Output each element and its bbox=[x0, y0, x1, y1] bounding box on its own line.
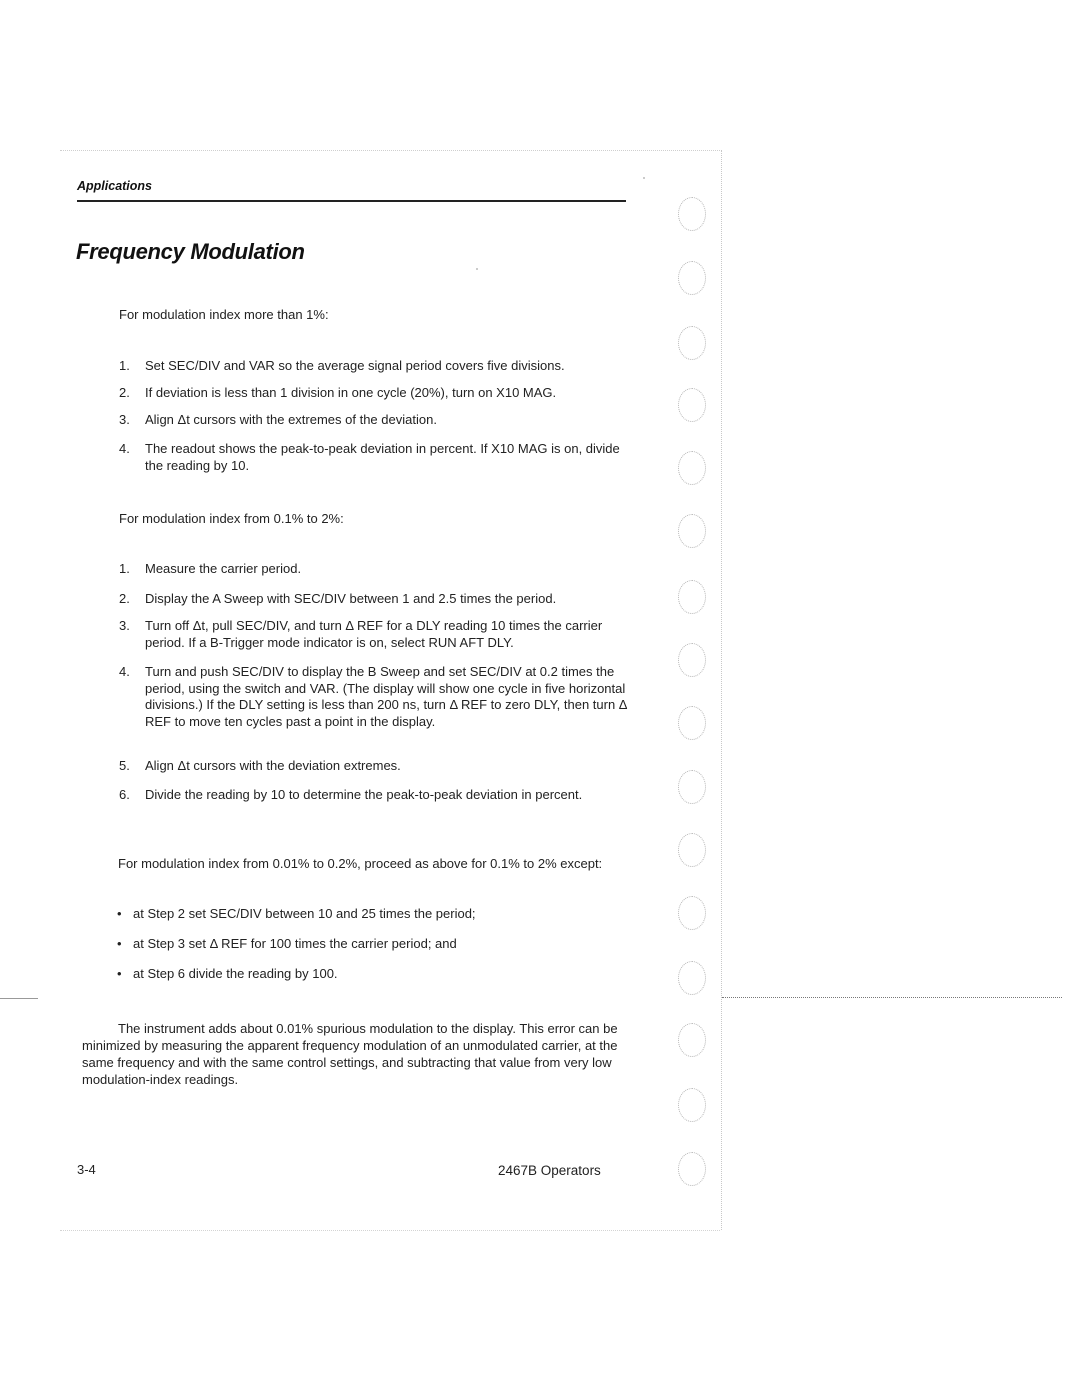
list-item-text: Turn off Δt, pull SEC/DIV, and turn Δ REF for a DLY reading 10 times the carrier period. If a B-Trigger mode indicator is on, select RUN AFT DLY. bbox=[145, 618, 603, 650]
binder-hole bbox=[678, 261, 706, 295]
binder-hole bbox=[678, 706, 706, 740]
page-number: 3-4 bbox=[77, 1162, 96, 1177]
binder-hole bbox=[678, 1088, 706, 1122]
binder-hole bbox=[678, 961, 706, 995]
bullet-item bbox=[117, 935, 627, 952]
list-item-text: Align Δt cursors with the deviation extremes. bbox=[145, 758, 401, 773]
binder-hole bbox=[678, 643, 706, 677]
list-item-number: 4. bbox=[119, 441, 130, 456]
list-item bbox=[119, 385, 629, 402]
list-item bbox=[119, 591, 629, 608]
bullet-text: at Step 3 set Δ REF for 100 times the carrier period; and bbox=[133, 936, 457, 951]
page-title: Frequency Modulation bbox=[76, 239, 305, 264]
list-item-text: Set SEC/DIV and VAR so the average signal period covers five divisions. bbox=[145, 358, 565, 373]
binder-hole bbox=[678, 197, 706, 231]
list-item bbox=[119, 618, 629, 651]
list-item bbox=[119, 561, 629, 578]
list-item-number: 1. bbox=[119, 561, 130, 576]
binder-hole bbox=[678, 388, 706, 422]
list-item-number: 3. bbox=[119, 412, 130, 427]
section-label: Applications bbox=[77, 179, 153, 193]
list-item-text: Measure the carrier period. bbox=[145, 561, 302, 576]
list-item bbox=[119, 412, 629, 429]
list-item-text: If deviation is less than 1 division in one cycle (20%), turn on X10 MAG. bbox=[145, 385, 557, 400]
bullet-item bbox=[117, 965, 627, 982]
header-rule bbox=[77, 200, 626, 202]
list-item bbox=[119, 758, 629, 775]
list-item-number: 3. bbox=[119, 618, 130, 633]
list-item-text: Align Δt cursors with the extremes of the deviation. bbox=[145, 412, 437, 427]
list-item-number: 4. bbox=[119, 664, 130, 679]
scan-edge-top bbox=[60, 150, 720, 151]
dust-speck bbox=[643, 177, 645, 179]
list-item bbox=[119, 787, 629, 804]
binder-hole bbox=[678, 326, 706, 360]
binder-hole bbox=[678, 1152, 706, 1186]
dust-speck bbox=[476, 268, 478, 270]
bullet-marker: • bbox=[117, 906, 122, 921]
fold-line bbox=[722, 997, 1062, 998]
binder-hole bbox=[678, 1023, 706, 1057]
list-item-number: 6. bbox=[119, 787, 130, 802]
list-item-number: 2. bbox=[119, 385, 130, 400]
section2-intro: For modulation index from 0.1% to 2%: bbox=[119, 511, 344, 526]
bullet-marker: • bbox=[117, 966, 122, 981]
list-item-number: 1. bbox=[119, 358, 130, 373]
manual-title: 2467B Operators bbox=[498, 1163, 601, 1178]
list-item bbox=[119, 441, 629, 474]
list-item bbox=[119, 358, 629, 375]
list-item-text: Divide the reading by 10 to determine the peak-to-peak deviation in percent. bbox=[145, 787, 583, 802]
binder-hole bbox=[678, 580, 706, 614]
binder-hole bbox=[678, 770, 706, 804]
section1-intro: For modulation index more than 1%: bbox=[119, 307, 329, 322]
fold-mark-left bbox=[0, 998, 38, 999]
bullet-text: at Step 2 set SEC/DIV between 10 and 25 times the period; bbox=[133, 906, 476, 921]
list-item bbox=[119, 664, 629, 730]
bullet-marker: • bbox=[117, 936, 122, 951]
section3-intro: For modulation index from 0.01% to 0.2%, proceed as above for 0.1% to 2% except: bbox=[118, 856, 603, 871]
binder-hole bbox=[678, 514, 706, 548]
closing-paragraph: The instrument adds about 0.01% spurious modulation to the display. This error can be minimized by measuring the apparent frequency modulation of an unmodulated carrier, at the same frequency and with the same control settings, and subtracting that value from very low modulation-index readings. bbox=[82, 1021, 618, 1087]
scan-edge-bottom bbox=[60, 1230, 720, 1231]
bullet-item bbox=[117, 905, 627, 922]
list-item-number: 5. bbox=[119, 758, 130, 773]
binder-hole bbox=[678, 451, 706, 485]
page-right-edge bbox=[721, 150, 722, 1230]
list-item-number: 2. bbox=[119, 591, 130, 606]
bullet-text: at Step 6 divide the reading by 100. bbox=[133, 966, 338, 981]
list-item-text: The readout shows the peak-to-peak deviation in percent. If X10 MAG is on, divide the reading by 10. bbox=[145, 441, 620, 473]
list-item-text: Turn and push SEC/DIV to display the B Sweep and set SEC/DIV at 0.2 times the period, using the switch and VAR. (The display will show one cycle in five horizontal divisions.) If the DLY setting is less than 200 ns, turn Δ REF to zero DLY, then turn Δ REF to move ten cycles past a point in the display. bbox=[145, 664, 627, 729]
binder-hole bbox=[678, 833, 706, 867]
binder-hole bbox=[678, 896, 706, 930]
list-item-text: Display the A Sweep with SEC/DIV between 1 and 2.5 times the period. bbox=[145, 591, 557, 606]
